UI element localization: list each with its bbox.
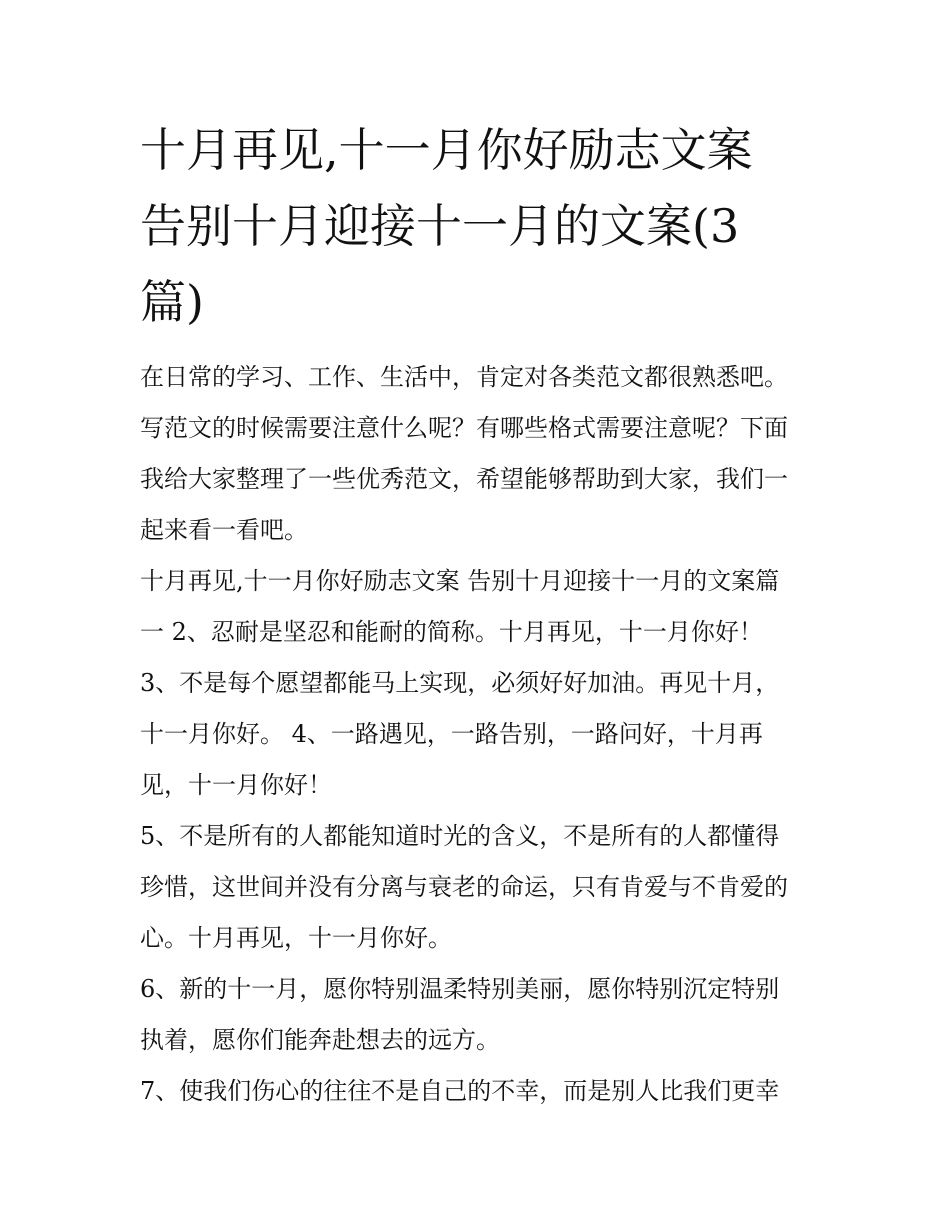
body-line: 执着，愿你们能奔赴想去的远方。: [140, 1026, 500, 1054]
body-line: 一 2、忍耐是坚忍和能耐的简称。十月再见，十一月你好！: [140, 618, 763, 646]
body-line: 我给大家整理了一些优秀范文，希望能够帮助到大家，我们一: [140, 465, 788, 493]
body-line: 6、新的十一月，愿你特别温柔特别美丽，愿你特别沉定特别: [140, 975, 780, 1003]
body-line: 写范文的时候需要注意什么呢？有哪些格式需要注意呢？下面: [140, 414, 788, 442]
title-line-3: 篇): [140, 275, 204, 329]
body-line: 起来看一看吧。: [140, 516, 308, 544]
body-line: 见，十一月你好！: [140, 771, 332, 799]
title-line-1: 十月再见,十一月你好励志文案: [140, 123, 753, 177]
body-line: 心。十月再见，十一月你好。: [140, 924, 452, 952]
body-line: 十一月你好。 4、一路遇见，一路告别，一路问好，十月再: [140, 720, 763, 748]
body-line: 7、使我们伤心的往往不是自己的不幸，而是别人比我们更幸: [140, 1077, 780, 1105]
document-title: [140, 112, 820, 340]
body-line: 十月再见,十一月你好励志文案 告别十月迎接十一月的文案篇: [140, 567, 780, 595]
document-body: [140, 352, 820, 1117]
body-line: 珍惜，这世间并没有分离与衰老的命运，只有肯爱与不肯爱的: [140, 873, 788, 901]
title-line-2: 告别十月迎接十一月的文案(3: [140, 199, 740, 253]
body-line: 在日常的学习、工作、生活中，肯定对各类范文都很熟悉吧。: [140, 363, 788, 391]
body-line: 5、不是所有的人都能知道时光的含义，不是所有的人都懂得: [140, 822, 780, 850]
body-line: 3、不是每个愿望都能马上实现，必须好好加油。再见十月，: [140, 669, 780, 697]
